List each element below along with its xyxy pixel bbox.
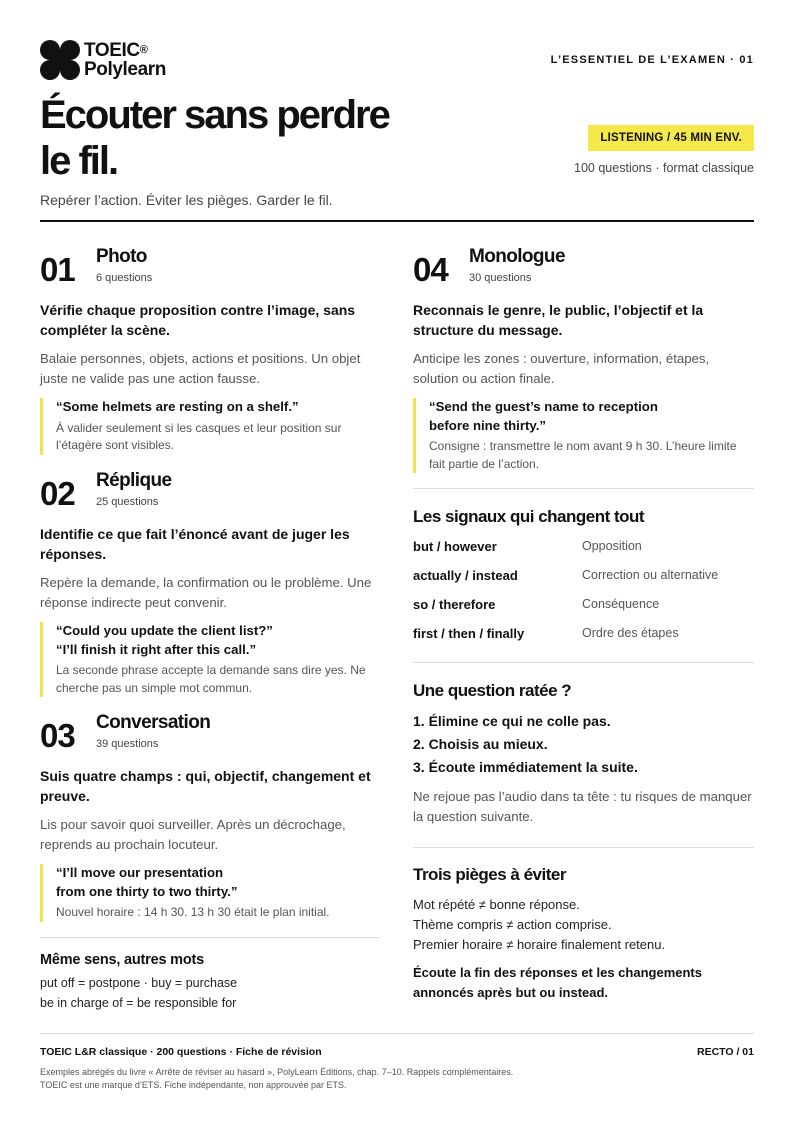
signal-meaning: Opposition <box>582 539 642 553</box>
quote-note: Consigne : transmettre le nom avant 9 h 30. L’heure limite fait partie de l’action. <box>429 439 737 471</box>
part-lead: Suis quatre champs : qui, objectif, changement et preuve. <box>40 768 371 804</box>
quote-line: from one thirty to two thirty.” <box>56 883 238 899</box>
footer-note <box>40 1066 513 1092</box>
part-question-count: 39 questions <box>96 738 159 750</box>
part-lead: Identifie ce que fait l’énoncé avant de juger les réponses. <box>40 526 350 562</box>
signal-row <box>413 568 753 597</box>
part-body: Anticipe les zones : ouverture, information, étapes, solution ou action finale. <box>413 351 710 386</box>
section-divider <box>40 937 380 938</box>
part-monologue <box>413 246 753 473</box>
signal-row <box>413 539 753 568</box>
page-indicator: RECTO / 01 <box>697 1046 754 1058</box>
signal-row <box>413 626 753 655</box>
synonym-line: put off = postpone · buy = purchase <box>40 976 238 990</box>
clover-logo-icon <box>40 40 80 80</box>
section-divider <box>413 488 754 489</box>
example-quote <box>413 398 753 473</box>
section-divider <box>413 662 754 663</box>
example-quote <box>40 864 380 922</box>
signals-box <box>413 507 753 655</box>
format-caption: 100 questions · format classique <box>574 161 754 175</box>
series-kicker: L’ESSENTIEL DE L’EXAMEN · 01 <box>550 54 754 66</box>
part-title: Photo <box>96 246 147 267</box>
part-title: Réplique <box>96 470 172 491</box>
missed-title: Une question ratée ? <box>413 681 572 700</box>
part-body: Balaie personnes, objets, actions et positions. Un objet juste ne valide pas une action fausse. <box>40 351 361 386</box>
signal-keyword: but / however <box>413 539 497 554</box>
synonym-line: be in charge of = be responsible for <box>40 995 237 1010</box>
missed-note: Ne rejoue pas l’audio dans ta tête : tu risques de manquer la question suivante. <box>413 789 752 824</box>
traps-conclusion: Écoute la fin des réponses et les changements annoncés après but ou instead. <box>413 965 702 1000</box>
signal-meaning: Ordre des étapes <box>582 626 679 640</box>
trademark-note: TOEIC est une marque d’ETS. Fiche indépendante, non approuvée par ETS. <box>40 1080 347 1090</box>
part-number: 03 <box>40 717 75 754</box>
quote-note: Nouvel horaire : 14 h 30. 13 h 30 était le plan initial. <box>56 905 330 919</box>
signal-row <box>413 597 753 626</box>
part-title: Monologue <box>469 246 565 267</box>
signal-meaning: Correction ou alternative <box>582 568 719 582</box>
traps-title: Trois pièges à éviter <box>413 865 566 884</box>
part-lead: Vérifie chaque proposition contre l’image, sans compléter la scène. <box>40 302 356 338</box>
brand-logo <box>40 40 166 80</box>
header-divider <box>40 220 754 222</box>
part-body: Lis pour savoir quoi surveiller. Après un décrochage, reprends au prochain locuteur. <box>40 817 346 852</box>
missed-question-box <box>413 681 753 826</box>
synonyms-title: Même sens, autres mots <box>40 952 205 968</box>
quote-note: À valider seulement si les casques et leur position sur l’étagère sont visibles. <box>56 420 342 452</box>
brand-name: TOEIC® Polylearn <box>84 40 166 80</box>
quote-line: “Could you update the client list?” <box>56 623 273 638</box>
quote-note: La seconde phrase accepte la demande sans dire yes. Ne cherche pas un simple mot commun. <box>56 663 366 695</box>
quote-line: “I’ll move our presentation <box>56 865 224 880</box>
part-question-count: 6 questions <box>96 272 153 284</box>
part-number: 02 <box>40 475 75 512</box>
quote-line: “Some helmets are resting on a shelf.” <box>56 399 299 414</box>
traps-box <box>413 865 753 1003</box>
trap-line: Mot répété ≠ bonne réponse. <box>413 897 580 912</box>
part-replique <box>40 470 380 697</box>
part-title: Conversation <box>96 712 211 733</box>
example-quote <box>40 398 380 455</box>
page-subtitle: Repérer l’action. Éviter les pièges. Garder le fil. <box>40 192 333 208</box>
section-divider <box>413 847 754 848</box>
quote-line: “I’ll finish it right after this call.” <box>56 641 257 657</box>
signal-keyword: actually / instead <box>413 568 518 583</box>
trap-line: Premier horaire ≠ horaire finalement retenu. <box>413 937 666 952</box>
source-note: Exemples abrégés du livre « Arrête de réviser au hasard », PolyLearn Éditions, chap. 7–10. Rappels complémentaires. <box>40 1067 514 1077</box>
synonyms-box <box>40 952 380 1013</box>
example-quote <box>40 622 380 697</box>
part-lead: Reconnais le genre, le public, l’objectif et la structure du message. <box>413 302 704 338</box>
recovery-step: 1. Élimine ce qui ne colle pas. <box>413 713 611 729</box>
part-body: Repère la demande, la confirmation ou le problème. Une réponse indirecte peut convenir. <box>40 575 372 610</box>
recovery-step: 3. Écoute immédiatement la suite. <box>413 759 638 775</box>
footer-title: TOEIC L&R classique · 200 questions · Fiche de révision <box>40 1046 322 1058</box>
signal-keyword: first / then / finally <box>413 626 525 641</box>
page-title: Écouter sans perdre le fil. <box>40 93 389 183</box>
footer-divider <box>40 1033 754 1034</box>
quote-line: “Send the guest’s name to reception <box>429 399 658 414</box>
part-question-count: 25 questions <box>96 496 159 508</box>
signals-title: Les signaux qui changent tout <box>413 507 645 526</box>
part-number: 04 <box>413 251 448 288</box>
quote-line: before nine thirty.” <box>429 417 546 433</box>
trap-line: Thème compris ≠ action comprise. <box>413 917 612 932</box>
recovery-step: 2. Choisis au mieux. <box>413 736 548 752</box>
part-question-count: 30 questions <box>469 272 532 284</box>
part-number: 01 <box>40 251 75 288</box>
signal-keyword: so / therefore <box>413 597 496 612</box>
part-conversation <box>40 712 380 922</box>
revision-sheet <box>40 0 754 1123</box>
section-badge: LISTENING / 45 MIN ENV. <box>588 125 754 151</box>
part-photo <box>40 246 380 455</box>
signal-meaning: Conséquence <box>582 597 660 611</box>
